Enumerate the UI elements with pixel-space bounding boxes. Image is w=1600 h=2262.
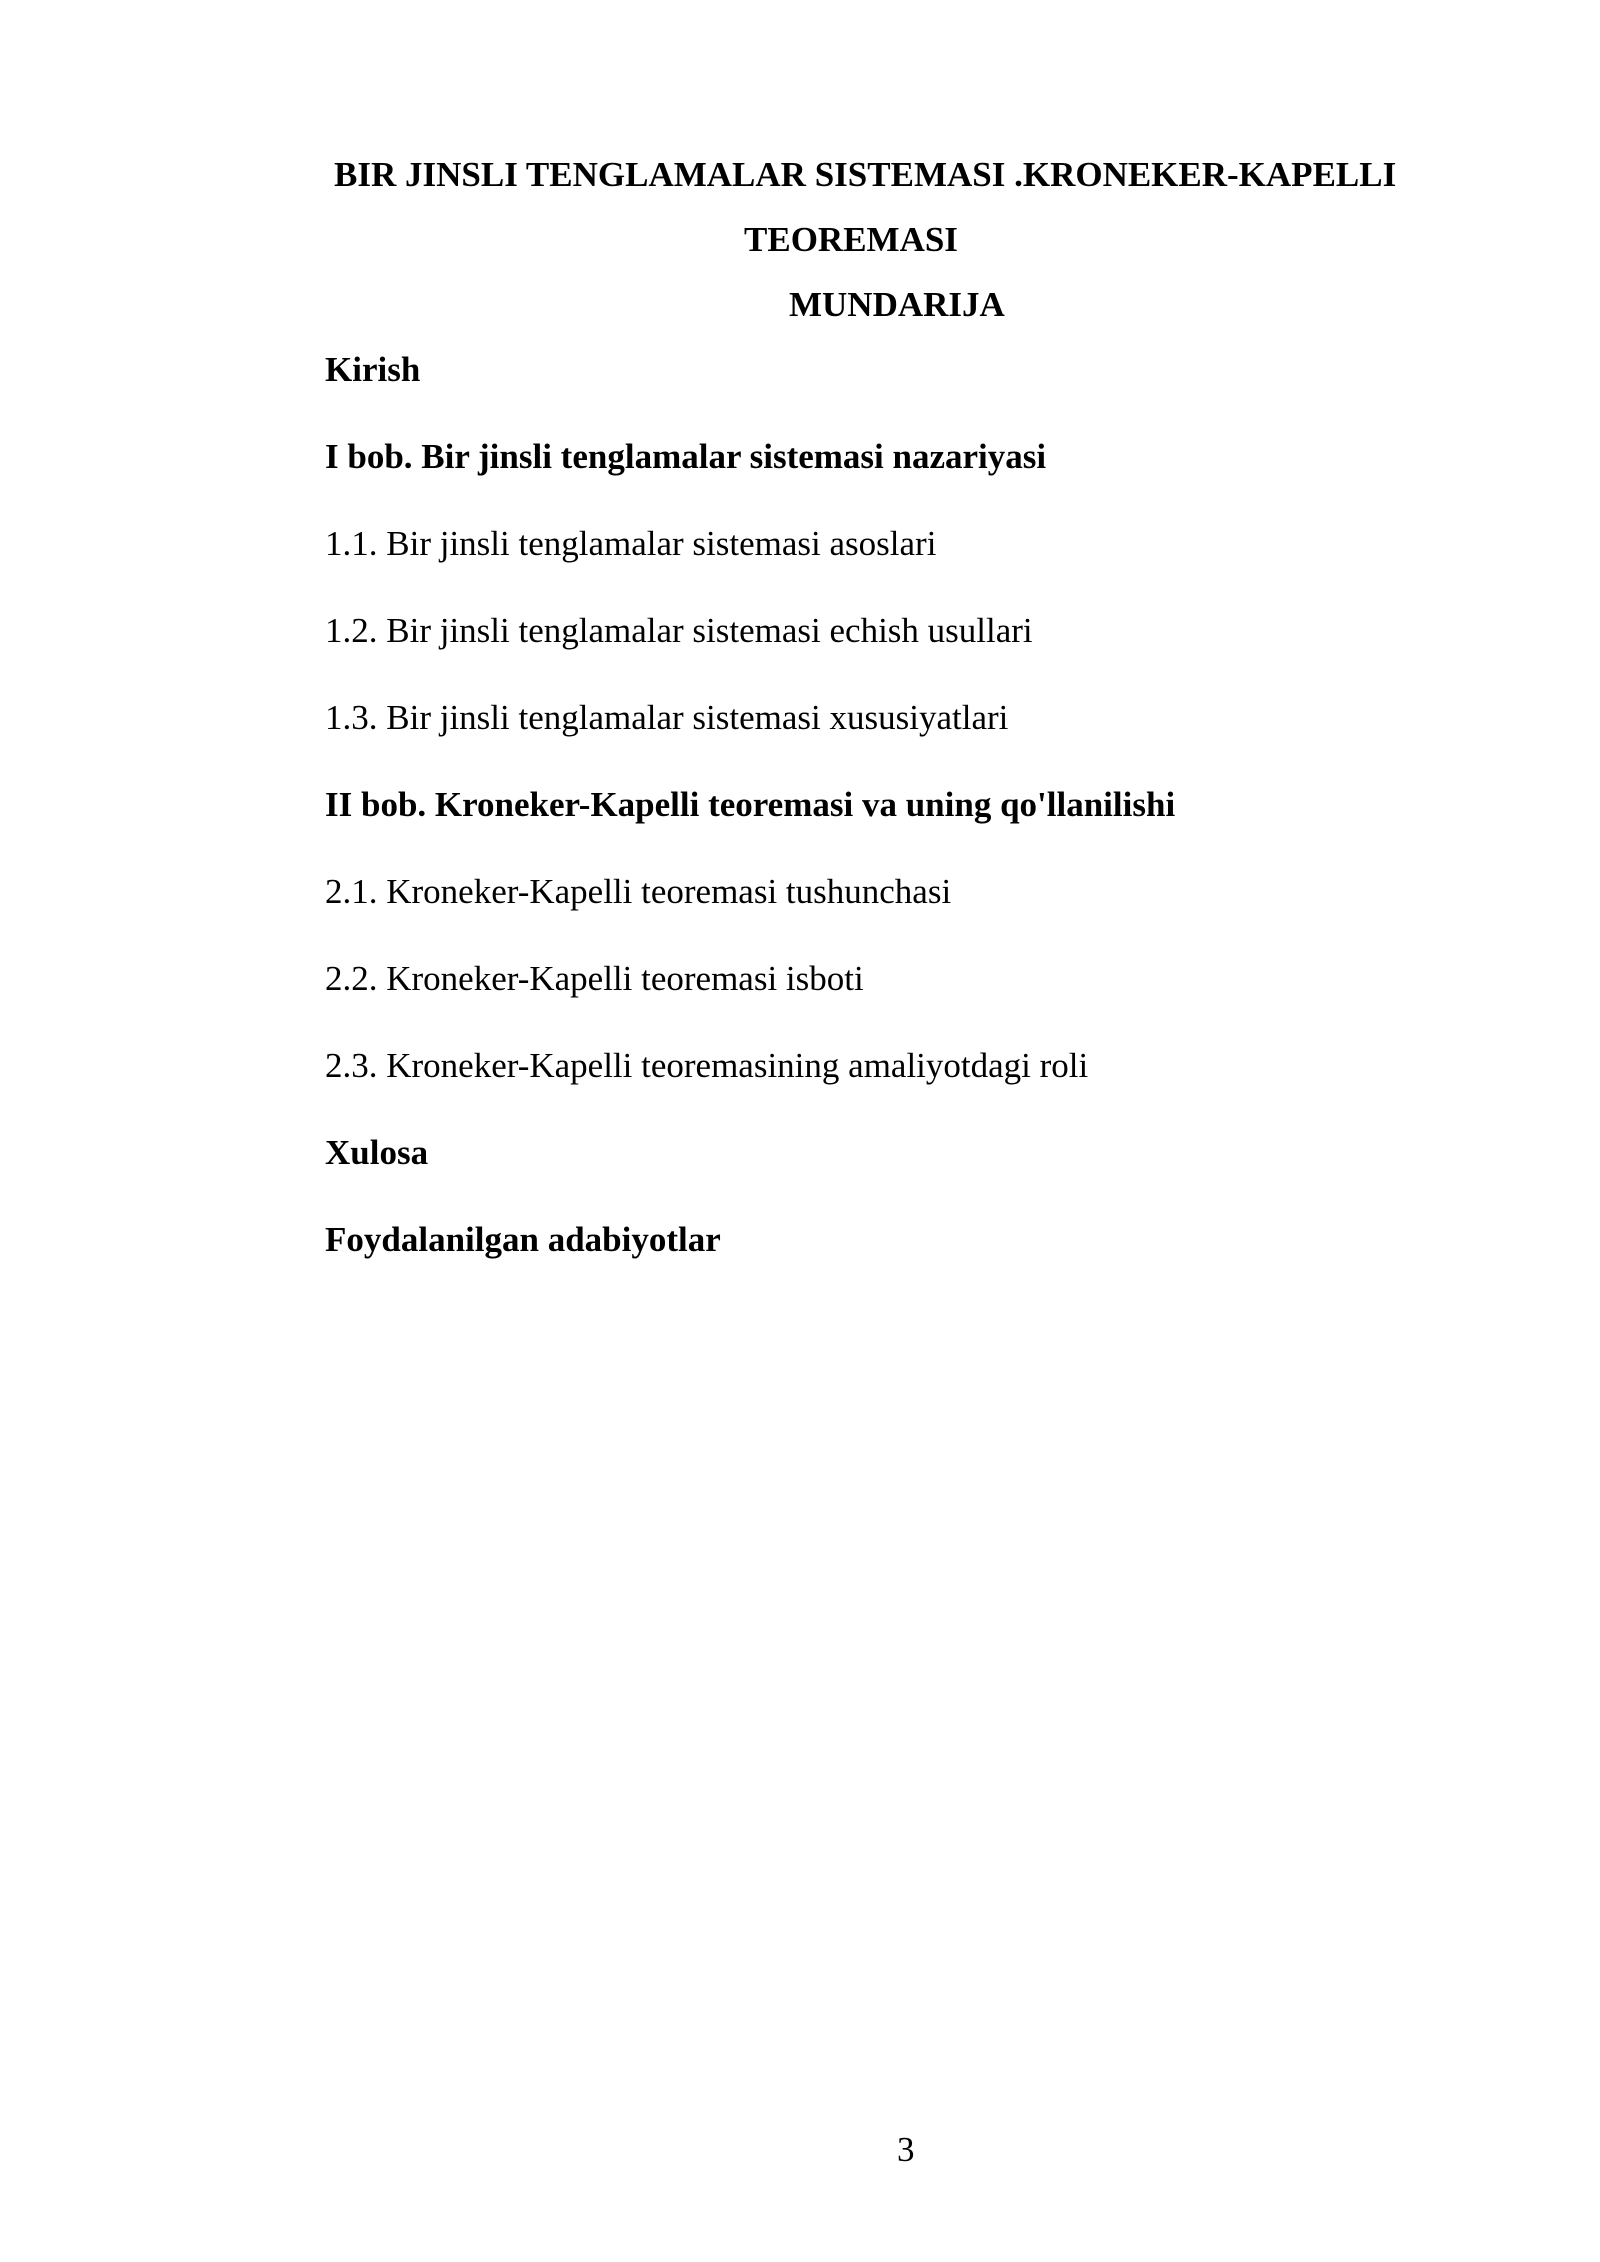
toc-entry-chapter-2: II bob. Kroneker-Kapelli teoremasi va uning qo'llanilishi <box>325 785 1176 824</box>
toc-entry-section-2-3: 2.3. Kroneker-Kapelli teoremasining amaliyotdagi roli <box>325 1046 1089 1085</box>
document-title-line-2: TEOREMASI <box>744 220 958 259</box>
toc-entry-section-2-2: 2.2. Kroneker-Kapelli teoremasi isboti <box>325 959 864 998</box>
toc-entry-chapter-1: I bob. Bir jinsli tenglamalar sistemasi nazariyasi <box>325 437 1047 476</box>
page-number: 3 <box>897 2130 915 2169</box>
toc-entry-section-1-1: 1.1. Bir jinsli tenglamalar sistemasi asoslari <box>325 524 937 563</box>
toc-entry-section-1-2: 1.2. Bir jinsli tenglamalar sistemasi echish usullari <box>325 611 1033 650</box>
toc-entry-section-1-3: 1.3. Bir jinsli tenglamalar sistemasi xususiyatlari <box>325 698 1009 737</box>
toc-entry-section-2-1: 2.1. Kroneker-Kapelli teoremasi tushunchasi <box>325 872 952 911</box>
toc-entry-references: Foydalanilgan adabiyotlar <box>325 1220 721 1259</box>
toc-heading: MUNDARIJA <box>789 285 1005 324</box>
toc-entry-conclusion: Xulosa <box>325 1133 429 1172</box>
document-title-line-1: BIR JINSLI TENGLAMALAR SISTEMASI .KRONEKER-KAPELLI <box>334 155 1397 194</box>
toc-entry-introduction: Kirish <box>325 350 421 389</box>
